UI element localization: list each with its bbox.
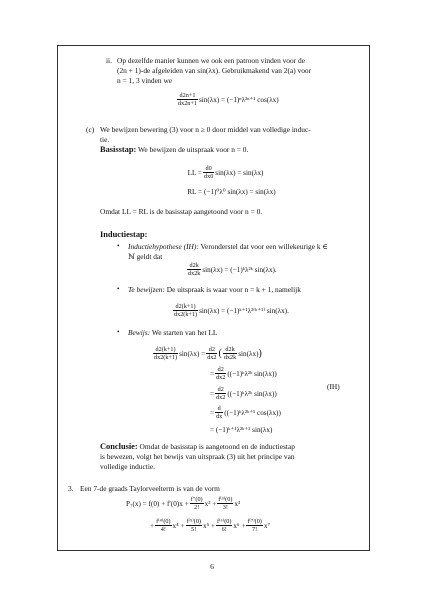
fraction: $\frac{d2(k+1)}{dx2(k+1)}$ — [154, 346, 178, 361]
fraction: $\frac{d2}{dx2}$ — [216, 366, 226, 381]
fraction: $\frac{d0}{dx0}$ — [204, 165, 214, 180]
item-c-line1: We bewijzen bewering (3) voor n ≥ 0 door middel van volledige induc- — [100, 125, 311, 134]
bullet-icon: • — [117, 242, 120, 250]
conclusion-line1 — [100, 442, 295, 452]
item-3-marker: 3. — [68, 484, 74, 493]
bullet-icon: • — [117, 328, 120, 336]
conclusion-line2: is bewezen, volgt het bewijs van uitspraak (3) uit het principe van — [100, 452, 295, 461]
fraction: $\frac{\text{f⁽⁵⁾(0)}}{5!}$ — [186, 518, 201, 533]
fraction: $\frac{d2k}{dx2k}$ — [223, 346, 237, 361]
equation-odd-derivative — [176, 92, 279, 107]
proof-step-4: = $\frac{d}{dx}$ ((−1)ᵏλ²ᵏ⁺¹ cos(λx)) — [210, 405, 281, 420]
equation-ih — [186, 262, 277, 277]
fraction: $\frac{\text{f⁽³⁾(0)}}{3!}$ — [218, 496, 233, 511]
fraction: $\frac{d2}{dx2}$ — [216, 386, 226, 401]
ll-rhs: sin(λx) = sin(λx) — [215, 168, 264, 177]
conclusion-line3: volledige inductie. — [100, 462, 156, 471]
fraction: $\frac{f''(0)}{2!}$ — [190, 496, 203, 511]
item-ii-marker: ii. — [106, 56, 112, 65]
page-frame — [57, 45, 370, 551]
proof-step-2: = $\frac{d2}{dx2}$ ((−1)ᵏλ²ᵏ sin(λx)) — [210, 366, 277, 381]
ih-line1 — [128, 242, 328, 252]
ih-label: Inductiehypothese (IH): — [128, 242, 199, 251]
fraction: $\frac{d}{dx}$ — [216, 405, 223, 420]
taylor-line-1: P₇(x) = f(0) + f′(0)x + $\frac{f''(0)}{2!}$ x² + $\frac{\text{f⁽³⁾(0)}}{3!}$ x³ — [126, 496, 241, 511]
ih-text: Veronderstel dat voor een willekeurige k ∈ — [200, 242, 328, 251]
proof-step-3: = $\frac{d2}{dx2}$ ((−1)ᵏλ²ᵏ sin(λx)) — [210, 386, 277, 401]
equation-rhs: sin(λx) = (−1)ⁿλ²ⁿ⁺¹ cos(λx) — [198, 96, 279, 104]
equation-ll — [178, 165, 263, 180]
ih-tag: (IH) — [327, 382, 340, 391]
tb-label: Te bewijzen: — [128, 285, 165, 294]
conclusion-text: Omdat de basisstap is aangetoond en de inductiestap — [139, 442, 295, 451]
equation-rl — [178, 187, 276, 196]
proof-line — [128, 328, 217, 338]
proof-text: We starten van het LL — [151, 328, 218, 337]
basis-text: We bewijzen de uitspraak voor n = 0. — [138, 145, 249, 154]
fraction: $\frac{\text{f⁽⁶⁾(0)}}{6!}$ — [216, 518, 232, 533]
fraction: $\frac{d2n+1}{dx2n+1}$ — [178, 92, 197, 107]
proof-step-1: $\frac{d2(k+1)}{dx2(k+1)}$ sin(λx) = $\frac{d2}{dx2}$ ( $\frac{d2k}{dx2k}$ sin(λx) ) — [154, 346, 262, 361]
basis-conclusion: Omdat LL = RL is de basisstap aangetoond voor n = 0. — [100, 207, 263, 216]
item-ii-line1: Op dezelfde manier kunnen we ook een patroon vinden voor de — [117, 56, 305, 65]
equation-tb — [172, 303, 289, 318]
item-3-text: Een 7-de graads Taylorveelterm is van de vorm — [80, 484, 220, 493]
rl-rhs: (−1)⁰λ⁰ sin(λx) = sin(λx) — [204, 188, 276, 196]
basis-line — [100, 145, 248, 155]
item-c-marker: (c) — [86, 125, 95, 134]
tb-rhs: sin(λx) = (−1)ᵏ⁺¹λ²⁽ᵏ⁺¹⁾ sin(λx). — [199, 307, 289, 315]
basis-heading: Basisstap: — [100, 145, 137, 154]
ll-lhs: LL = — [187, 168, 202, 177]
proof-label: Bewijs: — [128, 328, 151, 337]
page-number: 6 — [210, 562, 214, 571]
fraction: $\frac{d2}{dx2}$ — [207, 346, 217, 361]
taylor-line-2: + $\frac{\text{f⁽⁴⁾(0)}}{4!}$ x⁴ + $\frac{\text{f⁽⁵⁾(0)}}{5!}$ x⁵ + $\frac{\text{f⁽⁶⁾(0)}}{6!}$ x⁶ + $\frac{\text{f⁽⁷⁾(0)}}{7!}$ x⁷ — [150, 518, 270, 533]
fraction: $\frac{\text{f⁽⁴⁾(0)}}{4!}$ — [156, 518, 171, 533]
item-ii-line2: (2n + 1)-de afgeleiden van sin(λx). Gebruikmakend van 2(a) voor — [117, 66, 312, 75]
tb-line — [128, 285, 301, 295]
fraction: $\frac{d2k}{dx2k}$ — [188, 262, 201, 277]
proof-step-5: = (−1)ᵏ⁺¹λ²ᵏ⁺² sin(λx) — [210, 426, 273, 434]
fraction: $\frac{\text{f⁽⁷⁾(0)}}{7!}$ — [247, 518, 262, 533]
bullet-icon: • — [117, 285, 120, 293]
rl-lhs: RL = — [187, 187, 202, 196]
fraction: $\frac{d2(k+1)}{dx2(k+1)}$ — [174, 303, 198, 318]
item-c-line2: tie. — [100, 135, 110, 144]
tb-text: De uitspraak is waar voor n = k + 1, namelijk — [166, 285, 301, 294]
item-ii-line3: n = 1, 3 vinden we — [117, 76, 173, 85]
ih-line2: ℕ geldt dat — [128, 252, 163, 261]
ih-rhs: sin(λx) = (−1)ᵏλ²ᵏ sin(λx). — [202, 265, 277, 274]
conclusion-heading: Conclusie: — [100, 442, 138, 451]
induction-heading: Inductiestap: — [100, 230, 148, 239]
